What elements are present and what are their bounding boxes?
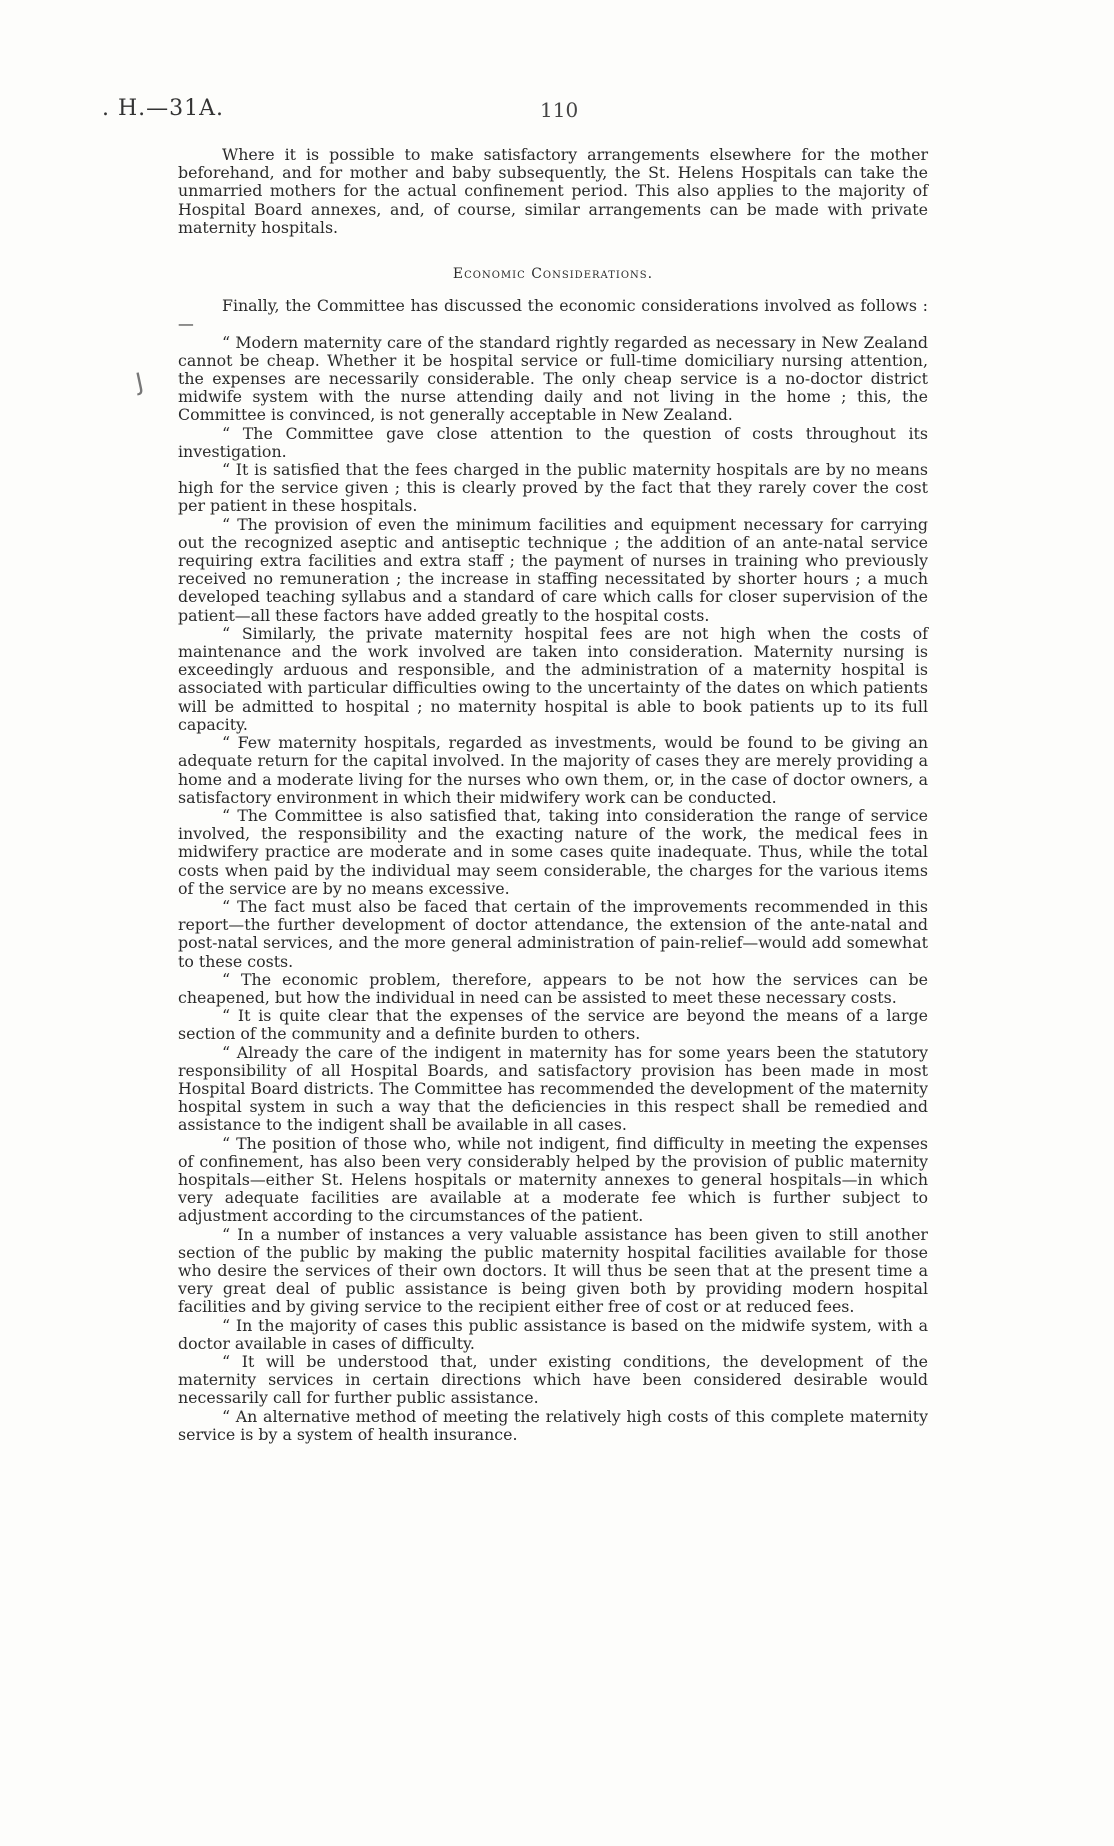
section-heading: Economic Considerations. <box>452 266 654 283</box>
paragraph: “ Similarly, the private maternity hospital fees are not high when the costs of maintenance and the work involved are taken into consideration. Maternity nursing is exceedingly arduous and responsible, and the administration of a maternity hospital is associated with particular difficulties owing to the uncertainty of the dates on which patients will be admitted to hospital ; no maternity hospital is able to book patients up to its full capacity. <box>178 623 928 734</box>
paragraph: “ The Committee gave close attention to the question of costs throughout its investigation. <box>178 423 928 461</box>
paragraph: “ In the majority of cases this public assistance is based on the midwife system, with a doctor available in cases of difficulty. <box>178 1315 928 1353</box>
paragraph: “ The position of those who, while not indigent, find difficulty in meeting the expenses of confinement, has also been very considerably helped by the provision of public maternity hospitals—either St. Helens hospitals or maternity annexes to general hospitals—in which very adequate facilities are available at a moderate fee which is further subject to adjustment according to the circumstances of the patient. <box>178 1133 928 1226</box>
paragraph: “ Already the care of the indigent in maternity has for some years been the statutory responsibility of all Hospital Boards, and satisfactory provision has been made in most Hospital Board districts. The Committee has recommended the development of the maternity hospital system in such a way that the deficiencies in this respect shall be remedied and assistance to the indigent shall be available in all cases. <box>178 1042 928 1135</box>
page-number: 110 <box>540 98 579 122</box>
paragraph: “ The economic problem, therefore, appears to be not how the services can be cheapened, but how the individual in need can be assisted to meet these necessary costs. <box>178 969 928 1007</box>
paragraph: “ The Committee is also satisfied that, taking into consideration the range of service involved, the responsibility and the exacting nature of the work, the medical fees in midwifery practice are moderate and in some cases quite inadequate. Thus, while the total costs when paid by the individual may seem considerable, the charges for the various items of the service are by no means excessive. <box>178 805 928 898</box>
paragraph: “ Modern maternity care of the standard rightly regarded as necessary in New Zealand cannot be cheap. Whether it be hospital service or full-time domiciliary nursing attention, the expenses are necessarily considerable. The only cheap service is a no-doctor district midwife system with the nurse attending daily and not living in the home ; this, the Committee is convinced, is not generally acceptable in New Zealand. <box>178 332 928 425</box>
paragraph: “ It will be understood that, under existing conditions, the development of the maternity services in certain directions which have been considered desirable would necessarily call for further public assistance. <box>178 1352 928 1408</box>
paragraph: “ The fact must also be faced that certain of the improvements recommended in this report—the further development of doctor attendance, the extension of the ante-natal and post-natal services, and the more general administration of pain-relief—would add somewhat to these costs. <box>178 896 928 971</box>
paragraph: Finally, the Committee has discussed the economic considerations involved as follows :— <box>178 296 928 334</box>
document-reference: . H.—31A. <box>102 96 225 121</box>
paragraph: “ It is satisfied that the fees charged in the public maternity hospitals are by no means high for the service given ; this is clearly proved by the fact that they rarely cover the cost per patient in these hospitals. <box>178 460 928 516</box>
paragraph: “ An alternative method of meeting the relatively high costs of this complete maternity service is by a system of health insurance. <box>178 1406 928 1444</box>
paragraph: “ In a number of instances a very valuable assistance has been given to still another section of the public by making the public maternity hospital facilities available for those who desire the services of their own doctors. It will thus be seen that at the present time a very great deal of public assistance is being given both by providing modern hospital facilities and by giving service to the recipient either free of cost or at reduced fees. <box>178 1224 928 1317</box>
paragraph: “ Few maternity hospitals, regarded as investments, would be found to be giving an adequate return for the capital involved. In the majority of cases they are merely providing a home and a moderate living for the nurses who own them, or, in the case of doctor owners, a satisfactory environment in which their midwifery work can be conducted. <box>178 733 928 807</box>
paragraph: “ It is quite clear that the expenses of the service are beyond the means of a large section of the community and a definite burden to others. <box>178 1006 928 1044</box>
body-text <box>178 146 928 1444</box>
margin-annotation: J <box>133 367 146 397</box>
paragraph: “ The provision of even the minimum facilities and equipment necessary for carrying out the recognized aseptic and antiseptic technique ; the addition of an ante-natal service requiring extra facilities and extra staff ; the payment of nurses in training who previously received no remuneration ; the increase in staffing necessitated by shorter hours ; a much developed teaching syllabus and a standard of care which calls for closer supervision of the patient—all these factors have added greatly to the hospital costs. <box>178 514 928 625</box>
paragraph: Where it is possible to make satisfactory arrangements elsewhere for the mother beforehand, and for mother and baby subsequently, the St. Helens Hospitals can take the unmarried mothers for the actual confinement period. This also applies to the majority of Hospital Board annexes, and, of course, similar arrangements can be made with private maternity hospitals. <box>178 145 928 237</box>
